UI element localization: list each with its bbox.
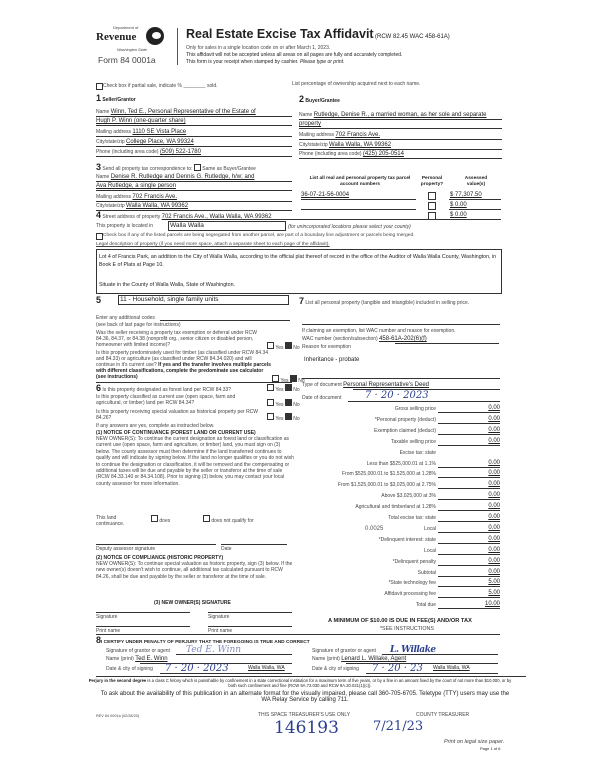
minimum-due-notice: A MINIMUM OF $10.00 IS DUE IN FEE(S) AND/OR TAX [328,618,472,624]
personal-property-checkbox[interactable] [428,192,436,200]
grantor-city[interactable]: Walla Walla, WA [248,665,285,671]
tax-row-label: Total due [415,602,436,609]
new-owner-signature-1[interactable]: Signature [96,614,118,620]
revenue-logo-icon [146,27,164,45]
tax-row-label: Local [424,547,436,554]
agent-city[interactable]: Walla Walla, WA [433,665,470,671]
tax-row-value[interactable]: 0.00 [488,524,500,531]
tax-row-label: *Delinquent penalty [392,558,436,565]
tax-row-label: Affidavit processing fee [384,591,436,598]
legal-description-label: Legal description of property (if you need more space, attach a separate sheet to each page of the affidavit). [96,242,330,247]
q-exemption-deferral: Was the seller receiving a property tax exemption or deferral under RCW 84.36, 84.37, or 84.38 (nonprofit org., senior citizen or disabled person, homeowner with limited income)? [96,330,257,348]
located-in-label: This property is located in [96,223,153,229]
tax-row-value[interactable]: 0.00 [488,492,500,499]
new-owner-signature-2[interactable]: Signature [208,614,230,620]
wac-number-field[interactable]: WAC number (section/subsection) 458-61A-202(6)(f) [302,336,427,342]
buyer-mailing-field[interactable]: Mailing address 702 Francis Ave. [299,132,381,138]
agent-signature[interactable]: L. Willake [390,645,436,655]
correspondence-city-field[interactable]: City/state/zip Walla Walla, WA 99362 [96,203,189,209]
legal-paper-note: Print on legal size paper. [444,739,505,745]
certify-statement: 8I CERTIFY UNDER PENALTY OF PERJURY THAT THE FOREGOING IS TRUE AND CORRECT [96,635,310,645]
tax-row-label: Gross selling price [394,406,436,412]
notice-compliance-title: (2) NOTICE OF COMPLIANCE (HISTORIC PROPERTY) [96,555,224,561]
segregated-label: Check box if any of the listed parcels are being segregated from another parcel, are part of a boundary line adjustment or parcels being merged. [103,233,415,238]
q1-yes-no[interactable]: Yes No [267,342,300,351]
state-label: Washington State [117,48,147,52]
ownership-note: List percentage of ownership acquired next to each name. [292,81,421,87]
tax-row-value[interactable]: 0.00 [488,437,500,444]
revenue-logo-text: Revenue [96,31,137,43]
header-line-2: This affidavit will not be accepted unless all areas on all pages are fully and accurately completed. [186,52,403,58]
agent-name-field[interactable]: Name (print) Lenard L. Willake, Agent [312,656,407,662]
tax-row-label: Total excise tax: state [388,515,436,521]
tax-row-value[interactable]: 0.00 [488,470,500,477]
tax-row-value[interactable]: 0.00 [488,535,500,542]
notice-continuance-title: (1) NOTICE OF CONTINUANCE (FOREST LAND OR CURRENT USE) [96,430,256,436]
partial-sale-checkbox[interactable] [96,83,103,90]
tax-row-value[interactable]: 0.00 [488,405,500,411]
perjury-notice: Perjury in the second degree is a class C felony which is punishable by confinement in a state correctional institution for a maximum term of five years, or by a fine in an amount fixed by the court of not more than $10,000, or by both such confinement and fine (RCW 9A.72.030 and RCW 9A.20.021(1)(c)). [88,678,512,689]
tax-row-value[interactable]: 0.00 [488,415,500,422]
form-number: Form 84 0001a [98,55,156,65]
assessed-value[interactable]: $ 0.00 [450,212,467,218]
seller-mailing-field[interactable]: Mailing address 1110 SE Vista Place [96,129,187,135]
q-current-use: Is this property classified as current use (open space, farm and agricultural, or timber) land per RCW 84.34? [96,394,236,406]
deputy-assessor-signature[interactable]: Deputy assessor signature [96,546,156,552]
tax-row-label: From $525,000.01 to $1,525,000 at 1.28% [342,471,436,478]
does-checkbox[interactable]: does [151,515,170,524]
correspondence-name-line2[interactable]: Ava Rutledge, a single person [96,183,176,189]
buyer-name-line2[interactable]: property [299,121,322,127]
correspondence-name-field[interactable]: Name Denise R. Rutledge and Dennis G. Rutledge, h/w; and [96,174,255,180]
section-5-number: 5 [96,295,102,305]
parcel-col-header: List all real and personal property tax parcel account numbers [309,176,411,187]
tax-row-label: Agricultural and timberland at 1.28% [355,504,436,511]
q6c-yes-no[interactable]: Yes No [267,413,300,422]
seller-name-field[interactable]: Name Winn, Ted E., Personal Representative of the Estate of [96,109,256,115]
tax-row-value[interactable]: 0.00 [488,514,500,520]
q6b-yes-no[interactable]: Yes No [267,399,300,408]
grantor-date[interactable]: 7 · 20 · 2023 [165,663,229,674]
tax-row-label: *Delinquent interest: state [378,536,436,543]
q-forest-land: 6 Is this property designated as forest land per RCW 84.33? [96,383,232,393]
legal-description-box[interactable] [96,249,502,294]
tax-row-label: *State technology fee [388,580,436,587]
see-instructions-note: *SEE INSTRUCTIONS [380,626,434,632]
assessed-value[interactable]: $ 0.00 [450,202,467,208]
grantor-signature[interactable]: Ted E. Winn [186,645,242,655]
if-yes-note: If any answers are yes, complete as instructed below. [96,423,215,429]
seller-name-line2[interactable]: Hugh P. Winn (one-quarter share) [96,118,186,124]
tax-row-value[interactable]: 0.00 [488,568,500,575]
personal-property-col-header: Personal property? [420,176,444,187]
personal-property-checkbox[interactable] [428,202,436,210]
tax-row-value[interactable]: 0.00 [488,546,500,553]
treasurer-use-label: THIS SPACE TREASURER'S USE ONLY [258,712,351,718]
q-historical: Is this property receiving special valuation as historical property per RCW 84.26? [96,409,259,421]
same-as-buyer-checkbox[interactable] [194,164,201,171]
see-back-note: (see back of last page for instructions) [96,322,181,328]
reason-value[interactable]: Inheritance - probate [304,357,360,363]
this-land-label: This land [96,515,117,521]
deputy-date[interactable]: Date [221,546,232,552]
notice-continuance-text: NEW OWNER(S): To continue the current designation as forest land or classification as current use (open space, farm and agriculture, or timber) land, you must sign on (3) below. The county assessor must then determine if the land transferred continues to qualify and will indicate by signing below. If the land no longer qualifies or you do not wish to continue the designation or classification, it will be removed and the compensating or additional taxes will be due and payable by the seller or transferor at the time of sale (RCW 84.33.140 or 84.34.108). Prior to signing (3) below, you may contact your local county assessor for more information. [96,436,294,487]
correspondence-heading: 3 Send all property tax correspondence to: Same as Buyer/Grantee [96,162,256,172]
agent-date[interactable]: 7 · 20 · 23 [372,663,423,674]
assessed-value[interactable]: $ 77,307.50 [450,192,482,198]
segregated-checkbox[interactable] [96,233,103,240]
tax-row-value[interactable]: 0.00 [488,426,500,433]
seller-city-field[interactable]: City/state/zip College Place, WA 99324 [96,139,194,145]
notice-compliance-text: NEW OWNER(S): To continue special valuation as historic property, sign (3) below. If the new owner(s) doesn't wish to continue, all additional tax calculated pursuant to RCW 84.26, shall be due and payable by the seller or transferor at the time of sale. [96,561,293,580]
legal-description-text: Lot 4 of Francis Park, an addition to the City of Walla Walla, according to the official plat thereof of record in the office of the Auditor of Walla Walla County, Washington, in Book E of Plats at Page 10. [99,254,497,268]
grantor-signature-label: Signature of grantor or agent [106,648,170,654]
tax-row-value[interactable]: 0.00 [488,503,500,510]
county-select[interactable]: Walla Walla [168,221,286,231]
grantor-name-field[interactable]: Name (print) Ted E. Winn [106,656,168,662]
q6a-yes-no[interactable]: Yes No [267,384,300,393]
tax-row-value[interactable]: 10.00 [484,601,500,608]
new-owner-print-name-2[interactable]: Print name [208,628,233,634]
reason-label: Reason for exemption [302,344,351,350]
tax-row-label: Exemption claimed (deduct) [374,427,436,434]
treasurer-stamp-date: 7/21/23 [373,719,424,734]
revision-code: REV 84 0001a (02/28/23) [96,714,140,718]
partial-sale-label: Check box if partial sale, indicate % ________ sold. [103,83,218,89]
tax-row-value[interactable]: 5.00 [488,590,500,597]
tax-row-label: Taxable selling price [390,438,436,445]
agent-signature-label: Signature of grantor or agent [312,648,376,654]
does-not-qualify-checkbox[interactable]: does not qualify for [203,515,254,524]
use-code-select[interactable]: 11 - Household, single family units [118,295,289,305]
tax-row-label: Above $3,025,000 at 3% [381,493,436,500]
tax-row-value[interactable]: 0.00 [488,459,500,466]
agent-date-label: Date & city of signing [312,666,359,672]
page-title: Real Estate Excise Tax Affidavit [186,27,374,41]
header-line-3: This form is your receipt when stamped by cashier. Please type or print. [186,59,345,65]
tax-row-label: Local [424,525,436,532]
tax-row-label: Excise tax: state [399,449,436,456]
document-date-value[interactable]: 7 · 20 · 2023 [365,390,429,401]
county-treasurer-label: COUNTY TREASURER [416,712,470,718]
q2-yes-no[interactable]: Yes No [272,375,305,384]
tax-row-label: Subtotal [417,569,436,576]
dept-label: Department of [113,25,139,30]
assessed-value-col-header: Assessed value(s) [464,176,488,187]
continuance-label: continuance. [96,521,125,527]
header-divider [177,28,178,65]
new-owner-signature-title: (3) NEW OWNER(S) SIGNATURE [154,600,231,606]
exemption-label: If claiming an exemption, list WAC number and reason for exemption. [302,328,456,334]
tax-row-value[interactable]: 0.00 [488,557,500,564]
parcel-number[interactable]: 36-07-21-56-0004 [301,192,350,198]
title-row [186,28,450,42]
page-number: Page 1 of 6 [480,746,501,751]
additional-codes-field[interactable]: Enter any additional codes [96,315,155,321]
buyer-city-field[interactable]: City/state/zip Walla Walla, WA 99362 [299,142,392,148]
header-line-1: Only for sales in a single location code on or after March 1, 2023. [186,45,331,51]
tax-row-label: *Personal property (deduct) [374,416,436,423]
tax-row-label: From $1,525,000.01 to $3,025,000 at 2.75% [337,482,436,489]
local-tax-rate[interactable]: 0.0025 [365,525,384,532]
grantor-date-label: Date & city of signing [106,666,153,672]
treasurer-receipt-number: 146193 [274,718,339,738]
personal-property-list-label: 7 List all personal property (tangible and intangible) included in selling price. [299,296,470,306]
tax-row-value[interactable]: 0.00 [488,481,500,488]
document-date-label: Date of document [302,395,342,401]
buyer-name-field[interactable]: Name Rutledge, Denise R., a married woman, as her sole and separate [299,112,487,118]
alternate-format-notice: To ask about the availability of this publication in an alternate format for the visually impaired, please call 360-705-6705. Teletype (TTY) users may use the WA Relay Service by calling 711. [100,691,510,704]
new-owner-print-name-1[interactable]: Print name [96,628,121,634]
rcw-reference: (RCW 82.45 WAC 458-61A) [374,34,450,40]
buyer-section-heading: 2 Buyer/Grantee [299,94,340,104]
unincorporated-note: (for unincorporated locations please select your county) [288,224,411,230]
q-timber-agriculture: Is this property predominately used for timber (as classified under RCW 84.34 and 84.33) or agriculture (as classified under RCW 84.34.020) and will continue in it's current use? If yes and the transfer involves multiple parcels with different classifications, complete the predominate use calculator (see instructions) [96,350,271,380]
tax-row-label: Less than $525,000.01 at 1.1% [366,460,436,467]
buyer-phone-field[interactable]: Phone (including area code) (425) 205-0514 [299,151,404,157]
seller-phone-field[interactable]: Phone (including area code) (509) 522-1780 [96,149,201,155]
correspondence-mailing-field[interactable]: Mailing address 702 Francis Ave. [96,194,178,200]
legal-description-situate: Situate in the County of Walla Walla, State of Washington. [99,282,236,288]
street-address-field[interactable]: 4 Street address of property 702 Francis Ave., Walla Walla, WA 99362 [96,210,272,220]
document-type-field[interactable]: Type of document Personal Representative's Deed [302,382,430,388]
seller-section-heading: 1 Seller/Grantor [96,93,136,103]
tax-row-value[interactable]: 5.00 [488,579,500,586]
